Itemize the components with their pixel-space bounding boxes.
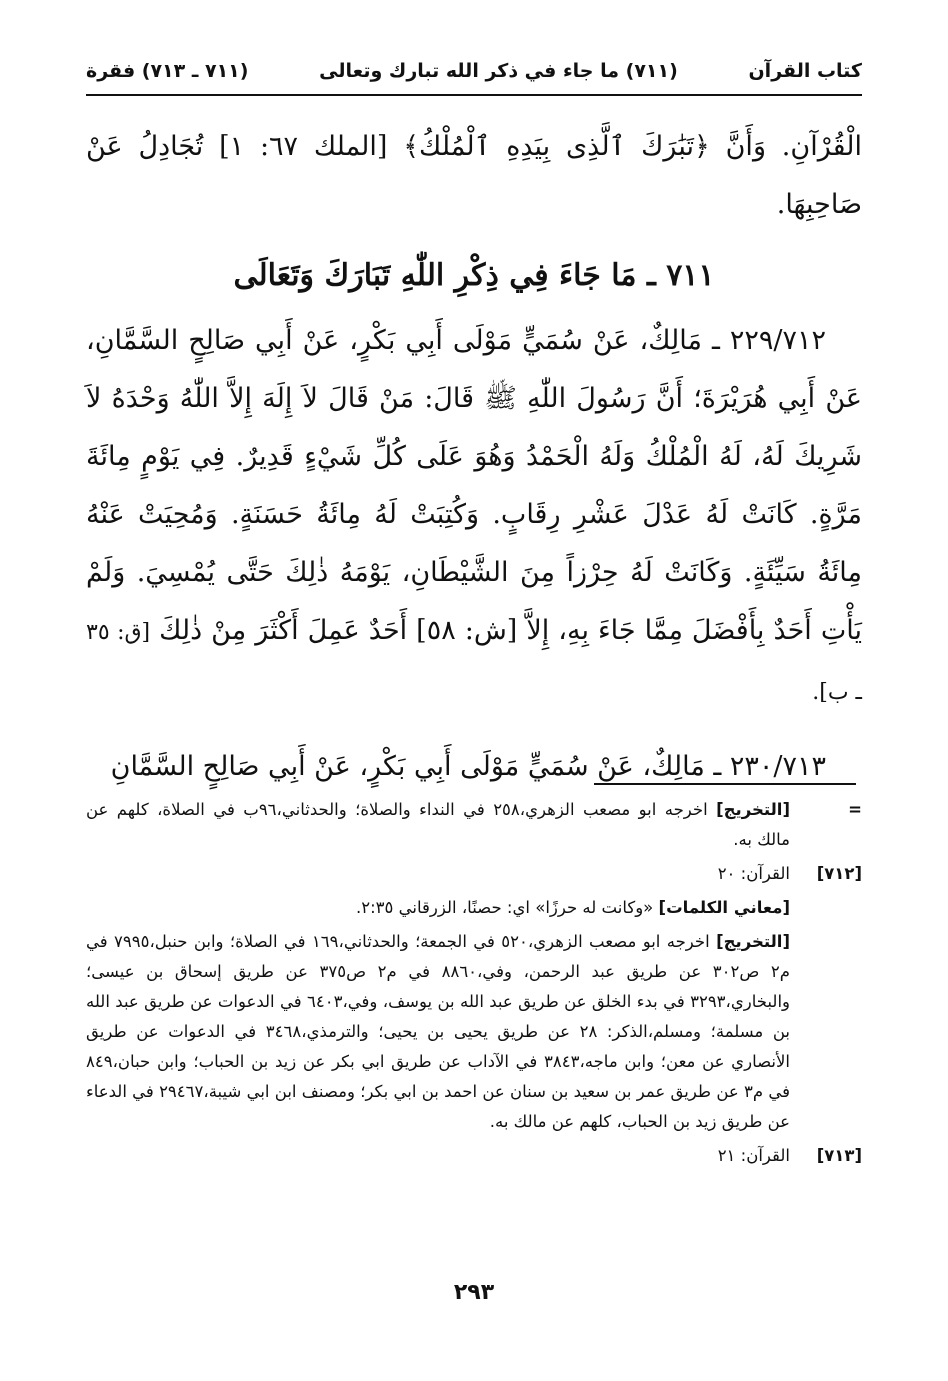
footnote-marker: [٧١٣] (816, 1146, 862, 1165)
footnote-marker (790, 927, 862, 1137)
footnote (86, 927, 862, 1137)
main-text (86, 118, 862, 796)
footnote-text: «وكانت له حرزًا» اي: حصنًا، الزرقاني ٢:٣٥. (356, 898, 659, 917)
footnote (86, 1141, 862, 1171)
footnote-body (86, 859, 790, 889)
header-book-title: كتاب القرآن (748, 60, 862, 82)
footnote-label: [التخريج] (716, 800, 790, 819)
footnote-marker: = (848, 800, 862, 819)
hadith-712-manuscript-ref: [ق: ٣٥ ـ ب]. (86, 620, 862, 705)
footnote-label: [التخريج] (716, 932, 790, 951)
running-header (86, 48, 862, 96)
footnotes (86, 795, 862, 1175)
footnote (86, 893, 862, 923)
header-paragraph-range: (٧١١ ـ ٧١٣) فقرة (86, 60, 249, 82)
footnote-marker (790, 893, 862, 923)
continued-paragraph: الْقُرْآنِ. وَأَنَّ ﴿تَبَٰرَكَ ٱلَّذِى بِيَدِهِ ٱلْمُلْكُ﴾ [الملك ٦٧: ١] تُجَادِلُ عَنْ صَاحِبِهَا. (86, 131, 862, 220)
hadith-712 (86, 312, 862, 722)
footnote (86, 859, 862, 889)
footnote-body (86, 795, 790, 855)
hadith-712-text: ٢٢٩/٧١٢ ـ مَالِكٌ، عَنْ سُمَيٍّ مَوْلَى أَبِي بَكْرٍ، عَنْ أَبِي صَالِحٍ السَّمَّانِ، عَنْ أَبِي هُرَيْرَةَ؛ أَنَّ رَسُولَ اللّٰهِ ﷺ قَالَ: مَنْ قَالَ لاَ إِلَهَ إِلاَّ اللّٰهُ وَحْدَهُ لاَ شَرِيكَ لَهُ، لَهُ الْمُلْكُ وَلَهُ الْحَمْدُ وَهُوَ عَلَى كُلِّ شَيْءٍ قَدِيرٌ. فِي يَوْمٍ مِائَةَ مَرَّةٍ. كَانَتْ لَهُ عَدْلَ عَشْرِ رِقَابٍ. وَكُتِبَتْ لَهُ مِائَةُ حَسَنَةٍ. وَمُحِيَتْ عَنْهُ مِائَةُ سَيِّئَةٍ. وَكَانَتْ لَهُ حِرْزاً مِنَ الشَّيْطَانِ، يَوْمَهُ ذٰلِكَ حَتَّى يُمْسِيَ. وَلَمْ يَأْتِ أَحَدٌ بِأَفْضَلَ مِمَّا جَاءَ بِهِ، إِلاَّ [ش: ٥٨] أَحَدٌ عَمِلَ أَكْثَرَ مِنْ ذٰلِكَ (86, 325, 862, 646)
footnote-text: القرآن: ٢٠ (717, 864, 790, 883)
footnote-separator (594, 783, 856, 785)
footnote-text: اخرجه ابو مصعب الزهري،٥٢٠ في الجمعة؛ والحدثاني،١٦٩ في الصلاة؛ وابن حنبل،٧٩٩٥ في م٢ ص٣٠٢ عن طريق عبد الرحمن، وفي،٨٨٦٠ في م٢ ص٣٧٥ عن طريق إسحاق بن عيسى؛ والبخاري،٣٢٩٣ في بدء الخلق عن طريق عبد الله بن يوسف، وفي،٦٤٠٣ في الدعوات عن طريق عبد الله بن مسلمة؛ ومسلم،الذكر: ٢٨ عن طريق يحيى بن يحيى؛ والترمذي،٣٤٦٨ في الدعوات عن طريق الأنصاري عن معن؛ وابن ماجه،٣٨٤٣ في الآداب عن طريق ابي بكر عن زيد بن الحباب؛ وابن حبان،٨٤٩ في م٣ عن طريق عمر بن سعيد بن سنان عن احمد بن ابي بكر؛ ومصنف ابن ابي شيبة،٢٩٤٦٧ في الدعاء عن طريق زيد بن الحباب، كلهم عن مالك به. (86, 932, 791, 1131)
footnote-body (86, 1141, 790, 1171)
footnote-text: القرآن: ٢١ (717, 1146, 790, 1165)
footnote-label: [معاني الكلمات] (658, 898, 790, 917)
footnote-body (86, 893, 790, 923)
chapter-heading: ٧١١ ـ مَا جَاءَ فِي ذِكْرِ اللّٰهِ تَبَارَكَ وَتَعَالَى (233, 258, 715, 293)
footnote (86, 795, 862, 855)
footnote-marker: [٧١٢] (816, 864, 862, 883)
header-chapter-title: (٧١١) ما جاء في ذكر الله تبارك وتعالى (319, 60, 678, 82)
page-number: ٢٩٣ (453, 1280, 495, 1305)
footnote-body (86, 927, 790, 1137)
footnote-text: اخرجه ابو مصعب الزهري،٢٥٨ في النداء والصلاة؛ والحدثاني،٩٦ب في الصلاة، كلهم عن مالك به. (86, 800, 790, 849)
hadith-713: ٢٣٠/٧١٣ ـ مَالِكٌ، عَنْ سُمَيٍّ مَوْلَى أَبِي بَكْرٍ، عَنْ أَبِي صَالِحٍ السَّمَّانِ (110, 751, 826, 782)
